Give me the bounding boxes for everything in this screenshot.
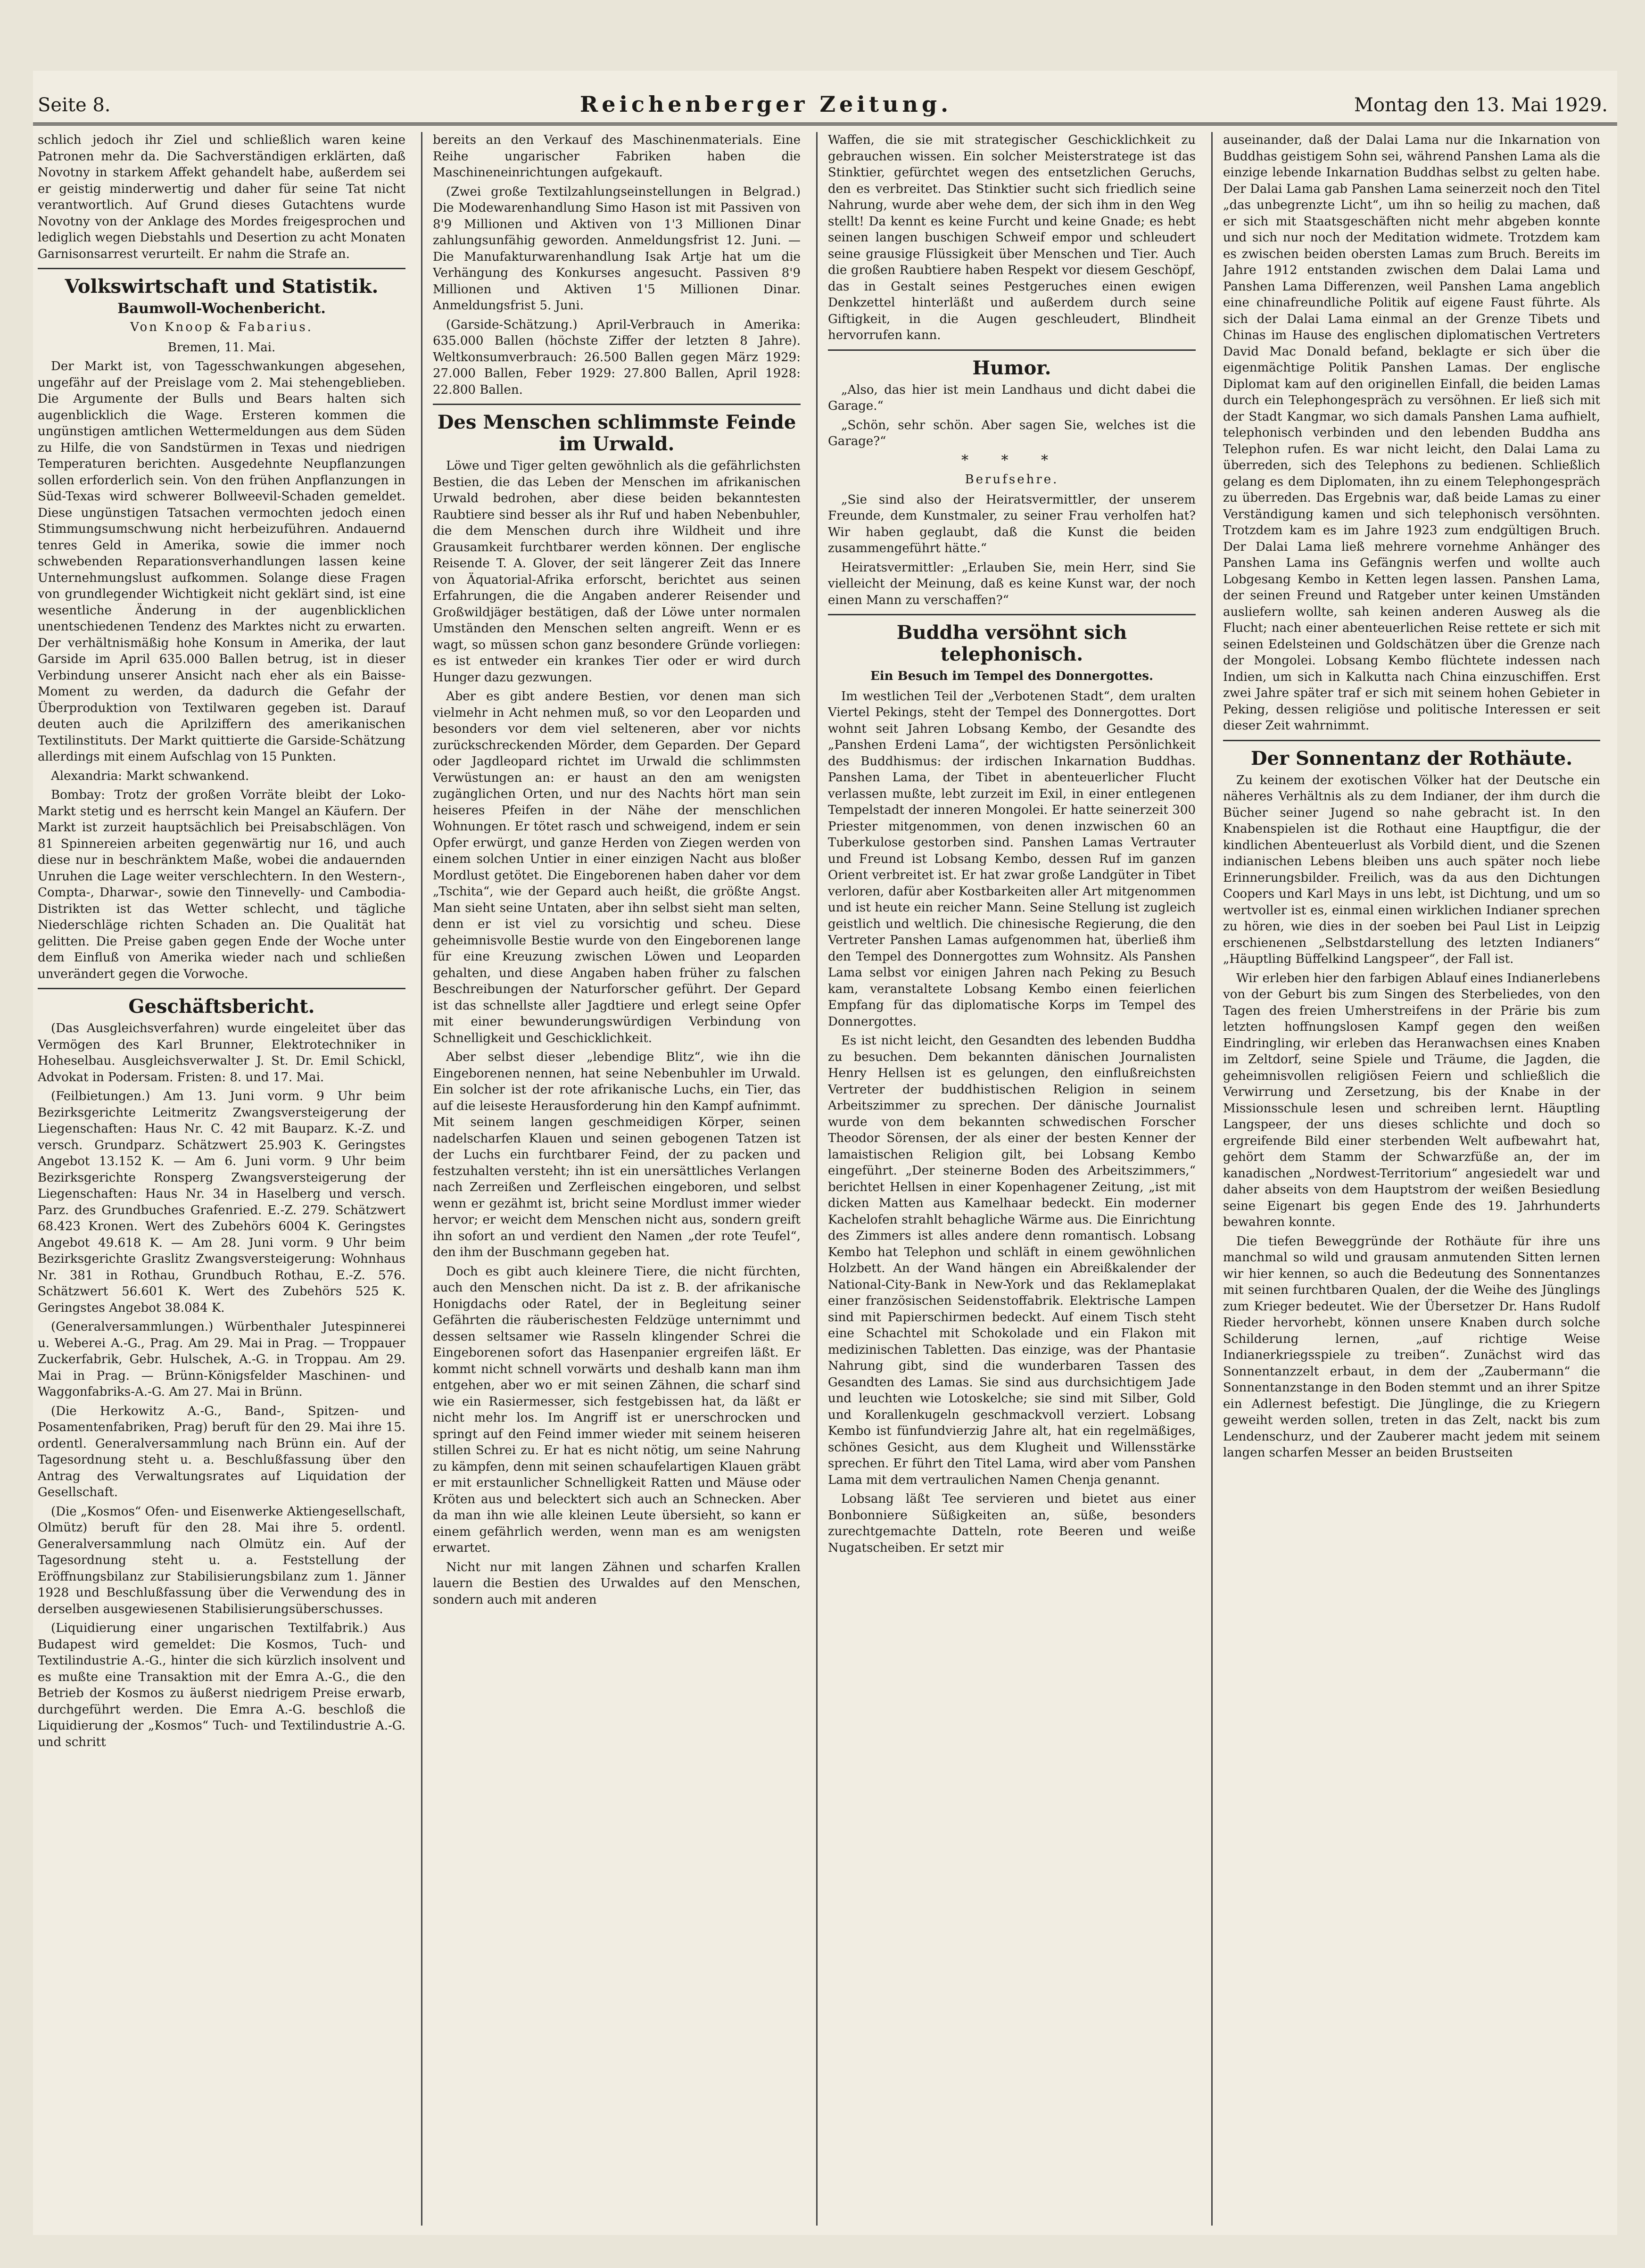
paragraph: (Liquidierung einer ungarischen Textilfabrik.) Aus Budapest wird gemeldet: Die Kosmos, Tuch- und Textilindustrie A.-G., hinter die sich kürzlich insolvent und es mußte eine Transaktion mit der Emra A.-G., die den Betrieb der Kosmos zu äußerst niedrigem Preise erwarb, durchgeführt werden. Die Emra A.-G. beschloß die Liquidierung der „Kosmos“ Tuch- und Textilindustrie A.-G. und schritt xyxy=(38,1621,405,1749)
column-1 xyxy=(38,132,405,2226)
paragraph: „Schön, sehr schön. Aber sagen Sie, welches ist die Garage?“ xyxy=(828,418,1196,448)
paragraph: (Feilbietungen.) Am 13. Juni vorm. 9 Uhr beim Bezirksgerichte Leitmeritz Zwangsversteigerung der Liegenschaften: Haus Nr. C. 42 mit Bauparz. K.-Z. und versch. Grundparz. Schätzwert 25.903 K. Geringstes Angebot 13.152 K. — Am 6. Juni vorm. 9 Uhr beim Bezirksgerichte Ronsperg Zwangsversteigerung der Liegenschaften: Haus Nr. 34 in Haselberg und versch. Parz. des Grundbuches Grafenried. E.-Z. 279. Schätzwert 68.423 Kronen. Wert des Zubehörs 6004 K. Geringstes Angebot 49.618 K. — Am 28. Juni vorm. 9 Uhr beim Bezirksgerichte Graslitz Zwangsversteigerung: Wohnhaus Nr. 381 in Rothau, Grundbuch Rothau, E.-Z. 576. Schätzwert 56.601 K. Wert des Zubehörs 525 K. Geringstes Angebot 38.084 K. xyxy=(38,1089,405,1315)
section-divider xyxy=(828,349,1196,351)
article-title: Der Sonnentanz der Rothäute. xyxy=(1250,747,1573,770)
paragraph: Zu keinem der exotischen Völker hat der Deutsche ein näheres Verhältnis als zu dem Indianer, der ihm durch die Bücher seiner Jugend so nahe gebracht ist. In den Knabenspielen ist die Rothaut eine Hauptfigur, die der kindlichen Abenteuerlust als Vorbild dient, und die Szenen indianischen Lebens bleiben uns auch später noch liebe Erinnerungsbilder. Freilich, was da aus den Dichtungen Coopers und Karl Mays in uns lebt, ist Dichtung, und um so wertvoller ist es, einmal einen wirklichen Indianer sprechen zu hören, wie dies in der soeben bei Paul List in Leipzig erschienenen „Selbstdarstellung des letzten Indianers“ „Häuptling Büffelkind Langspeer“, der Fall ist. xyxy=(1223,773,1600,966)
paragraph: Im westlichen Teil der „Verbotenen Stadt“, dem uralten Viertel Pekings, steht der Tempel des Donnergottes. Dort wohnt seit Jahren Lobsang Kembo, der Gesandte des „Panshen Erdeni Lama“, der wichtigsten Persönlichkeit des Buddhismus: der irdischen Inkarnation Buddhas. Panshen Lama, der Tibet in abenteuerlicher Flucht verlassen mußte, lebt zurzeit im Exil, in einer entlegenen Tempelstadt der inneren Mongolei. Er hatte seinerzeit 300 Priester mitgenommen, von denen inzwischen 60 an Tuberkulose gestorben sind. Panshen Lamas Vertrauter und Freund ist Lobsang Kembo, dessen Ruf im ganzen Orient verbreitet ist. Er hat zwar große Landgüter in Tibet verloren, dafür aber Kostbarkeiten aller Art mitgenommen und ist heute ein reicher Mann. Seine Stellung ist zugleich geistlich und weltlich. Die chinesische Regierung, die den Vertreter Panshen Lamas aufgenommen hat, überließ ihm den Tempel des Donnergottes zum Wohnsitz. Als Panshen Lama selbst vor einigen Jahren nach Peking zu Besuch kam, veranstaltete Lobsang Kembo einen feierlichen Empfang für das diplomatische Korps im Tempel des Donnergottes. xyxy=(828,689,1196,1029)
paragraph: Der Markt ist, von Tagesschwankungen abgesehen, ungefähr auf der Preislage vom 2. Mai stehengeblieben. Die Argumente der Bulls und Bears halten sich augenblicklich die Wage. Ersteren kommen die ungünstigen amtlichen Wettermeldungen aus dem Süden zu Hilfe, die von Sandstürmen in Texas und niedrigen Temperaturen berichten. Ausgedehnte Neupflanzungen sollen erforderlich sein. Von den frühen Anpflanzungen in Süd-Texas wird schwerer Bollweevil-Schaden gemeldet. Diese ungünstigen Tatsachen vermochten jedoch einen Stimmungsumschwung nicht herbeizuführen. Andauernd tenres Geld in Amerika, sowie die immer noch schwebenden Reparationsverhandlungen lassen keine Unternehmungslust aufkommen. Solange diese Fragen von grundlegender Wichtigkeit nicht geklärt sind, ist eine wesentliche Änderung in der augenblicklichen unentschiedenen Tendenz des Marktes nicht zu erwarten. Der verhältnismäßig hohe Konsum in Amerika, der laut Garside im April 635.000 Ballen betrug, ist in dieser Verbindung unserer Ansicht nach eher als ein Baisse-Moment zu werden, da dadurch die Gefahr der Überproduktion von Textilwaren gegeben ist. Darauf deuten auch die Aprilziffern des amerikanischen Textilinstituts. Der Markt quittierte die Garside-Schätzung allerdings mit einem Aufschlag von 15 Punkten. xyxy=(38,359,405,764)
byline: Von Knoop & Fabarius. xyxy=(130,320,313,334)
paragraph: Aber selbst dieser „lebendige Blitz“, wie ihn die Eingeborenen nennen, hat seine Nebenbuhler im Urwald. Ein solcher ist der rote afrikanische Luchs, ein Tier, das auf die leiseste Herausforderung hin den Kampf aufnimmt. Mit seinem langen geschmeidigen Körper, seinen nadelscharfen Klauen und seinen gebogenen Tatzen ist der Luchs ein furchtbarer Feind, der zu packen und festzuhalten versteht; ihn ist ein unersättliches Verlangen nach Zerreißen und Zerfleischen eingeboren, und selbst wenn er gezähmt ist, bricht seine Mordlust immer wieder hervor; er weicht dem Menschen nicht aus, sondern greift ihn sofort an und verdient den Namen „der rote Teufel“, den ihm der Buschmann gegeben hat. xyxy=(433,1050,801,1259)
dateline: Bremen, 11. Mai. xyxy=(167,340,276,355)
paragraph: Alexandria: Markt schwankend. xyxy=(51,769,249,783)
newspaper-page xyxy=(33,71,1617,2235)
paragraph: (Zwei große Textilzahlungseinstellungen in Belgrad.) Die Modewarenhandlung Simo Hason ist mit Passiven von 8'9 Millionen und Aktiven von 1'3 Millionen Dinar zahlungsunfähig geworden. Anmeldungsfrist 12. Juni. — Die Manufakturwarenhandlung Isak Artje hat um die Verhängung des Konkurses angesucht. Passiven 8'9 Millionen und Aktiven 1'5 Millionen Dinar. Anmeldungsfrist 5. Juni. xyxy=(433,184,801,313)
article-title: Des Menschen schlimmste Feinde im Urwald. xyxy=(437,411,796,455)
newspaper-title: Reichenberger Zeitung. xyxy=(580,91,952,117)
column-rule xyxy=(1211,132,1213,2226)
paragraph: Die tiefen Beweggründe der Rothäute für ihre uns manchmal so wild und grausam anmutenden Sitten lernen wir hier kennen, so auch die Bedeutung des Sonnentanzes mit seinen furchtbaren Qualen, der die Weihe des Jünglings zum Krieger bedeutet. Wie der Übersetzer Dr. Hans Rudolf Rieder hervorhebt, können unsere Knaben durch solche Schilderung lernen, „auf richtige Weise Indianerkriegsspiele zu treiben“. Zunächst wird das Sonnentanzzelt erbaut, in dem der „Zaubermann“ die Sonnentanzstange in den Boden stemmt und an ihrer Spitze ein Adlernest befestigt. Die Jünglinge, die zu Kriegern geweiht werden sollen, treten in das Zelt, nackt bis zum Lendenschurz, und der Zauberer macht jedem mit seinem langen scharfen Messer an beiden Brustseiten xyxy=(1223,1234,1600,1460)
paragraph: Heiratsvermittler: „Erlauben Sie, mein Herr, sind Sie vielleicht der Meinung, daß es keine Kunst war, der noch einen Mann zu verschaffen?“ xyxy=(828,560,1196,607)
column-4 xyxy=(1223,132,1600,2226)
article-title: Humor. xyxy=(972,356,1051,379)
section-heading: Volkswirtschaft und Statistik. xyxy=(65,275,379,298)
paragraph: auseinander, daß der Dalai Lama nur die Inkarnation von Buddhas geistigem Sohn sei, während Panshen Lama als die einzige lebende Inkarnation Buddhas selbst zu gelten habe. Der Dalai Lama gab Panshen Lama seinerzeit noch den Titel „das unbegrenzte Licht“, um ihn so heilig zu machen, daß er sich mit Staatsgeschäften nicht mehr abgeben konnte und sich nur noch der Meditation widmete. Trotzdem kam es zwischen beiden obersten Lamas zum Bruch. Bereits im Jahre 1912 entstanden zwischen dem Dalai Lama und Panshen Lama Differenzen, weil Panshen Lama angeblich eine chinafreundliche Politik auf eigene Faust führte. Als sich der Dalai Lama einmal an der Grenze Tibets und Chinas im Hause des englischen diplomatischen Vertreters David Mac Donald befand, beklagte er sich über die eigenmächtige Politik Panshen Lamas. Der englische Diplomat kam auf den originellen Einfall, die beiden Lamas durch ein Telephongespräch zu versöhnen. Er ließ sich mit der Stadt Kangmar, wo sich damals Panshen Lama aufhielt, telephonisch verbinden und den lebenden Buddha ans Telephon rufen. Es war nicht leicht, den Dalai Lama zu überreden, sich des Telephons zu bedienen. Schließlich gelang es dem Diplomaten, ihn zu einem Telephongespräch zu überreden. Das Ergebnis war, daß beide Lamas zu einer Verständigung kamen und sich telephonisch versöhnten. Trotzdem kam es im Jahre 1923 zum endgültigen Bruch. Der Dalai Lama ließ mehrere vornehme Anhänger des Panshen Lama ins Gefängnis werfen und wollte auch Lobgesang Kembo in Ketten legen lassen. Panshen Lama, der seinen Freund und Ratgeber unter keinen Umständen ausliefern wollte, sah keinen anderen Ausweg als die Flucht; nach einer abenteuerlichen Reise rettete er sich mit seinen Edelsteinen und Goldschätzen über die Grenze nach der Mongolei. Lobsang Kembo flüchtete indessen nach Indien, um sich in Kalkutta nach China einzuschiffen. Erst zwei Jahre später traf er sich mit seinem hohen Gebieter in Peking, dessen religiöse und politische Interessen er seit dieser Zeit wahrnimmt. xyxy=(1223,133,1600,733)
issue-date: Montag den 13. Mai 1929. xyxy=(1354,94,1608,116)
paragraph: Nicht nur mit langen Zähnen und scharfen Krallen lauern die Bestien des Urwaldes auf den Menschen, sondern auch mit anderen xyxy=(433,1560,801,1607)
paragraph: (Die „Kosmos“ Ofen- und Eisenwerke Aktiengesellschaft, Olmütz) beruft für den 28. Mai ihre 5. ordentl. Generalversammlung nach Olmütz ein. Auf der Tagesordnung steht u. a. Feststellung der Eröffnungsbilanz zur Stabilisierungsbilanz zum 1. Jänner 1928 und Beschlußfassung über die Verwendung des in derselben ausgewiesenen Stabilisierungsüberschusses. xyxy=(38,1504,405,1616)
section-divider xyxy=(1223,740,1600,741)
paragraph: „Also, das hier ist mein Landhaus und dicht dabei die Garage.“ xyxy=(828,382,1196,413)
column-3 xyxy=(828,132,1196,2226)
paragraph: Löwe und Tiger gelten gewöhnlich als die gefährlichsten Bestien, die das Leben der Menschen im afrikanischen Urwald bedrohen, aber diese beiden bekanntesten Raubtiere sind besser als ihr Ruf und haben Nebenbuhler, die dem Menschen durch ihre Wildheit und ihre Grausamkeit furchtbarer werden können. Der englische Reisende T. A. Glover, der seit längerer Zeit das Innere von Äquatorial-Afrika erforscht, berichtet aus seinen Erfahrungen, die die Angaben anderer Reisender und Großwildjäger bestätigen, daß der Löwe unter normalen Umständen den Menschen selten angreift. Wenn er es wagt, so müssen schon ganz besondere Gründe vorliegen: es ist entweder ein krankes Tier oder er wird durch Hunger dazu gezwungen. xyxy=(433,459,801,685)
paragraph: (Das Ausgleichsverfahren) wurde eingeleitet über das Vermögen des Karl Brunner, Elektrotechniker in Hoheselbau. Ausgleichsverwalter J. St. Dr. Emil Schickl, Advokat in Podersam. Fristen: 8. und 17. Mai. xyxy=(38,1021,405,1084)
page-number: Seite 8. xyxy=(38,94,111,116)
paragraph: Bombay: Trotz der großen Vorräte bleibt der Loko-Markt stetig und es herrscht kein Mangel an Käufern. Der Markt ist zurzeit hauptsächlich bei Preisabschlägen. Von 81 Spinnereien arbeiten gegenwärtig nur 16, und auch diese nur in beschränktem Maße, wobei die andauernden Unruhen die Lage weiter verschlechtern. In den Western-, Compta-, Dharwar-, sowie den Tinnevelly- und Cambodia-Distrikten ist das Wetter schlecht, und tägliche Niederschläge richten Schaden an. Die Qualität hat gelitten. Die Preise gaben gegen Ende der Woche unter dem Einfluß von Amerika wieder nach und schließen unverändert gegen die Vorwoche. xyxy=(38,788,405,981)
article-continuation: schlich jedoch ihr Ziel und schließlich waren keine Patronen mehr da. Die Sachverständigen erklärten, daß Novotny in starkem Affekt gehandelt habe, außerdem sei er geistig minderwertig und daher für seine Tat nicht verantwortlich. Auf Grund dieses Gutachtens wurde Novotny von der Anklage des Mordes freigesprochen und lediglich wegen Diebstahls und Desertion zu acht Monaten Garnisonsarrest verurteilt. Er nahm die Strafe an. xyxy=(38,133,405,261)
paragraph: Waffen, die sie mit strategischer Geschicklichkeit zu gebrauchen wissen. Ein solcher Meisterstratege ist das Stinktier, gefürchtet wegen des entsetzlichen Geruchs, den es verbreitet. Das Stinktier sucht sich friedlich seine Nahrung, wurde aber wehe dem, der sich ihm in den Weg stellt! Da kennt es keine Furcht und keine Gnade; es hebt seinen langen buschigen Schweif empor und schleudert seine grausige Flüssigkeit über Menschen und Tier. Auch die großen Raubtiere haben Respekt vor diesem Geschöpf, das in Gestalt seines Pestgeruches einen ewigen Denkzettel hinterläßt und außerdem durch seine Giftigkeit, in die Augen geschleudert, Blindheit hervorrufen kann. xyxy=(828,133,1196,342)
article-title: Baumwoll-Wochenbericht. xyxy=(117,300,326,317)
section-heading: Geschäftsbericht. xyxy=(128,995,315,1018)
paragraph: Lobsang läßt Tee servieren und bietet aus einer Bonbonniere Süßigkeiten an, süße, besonders zurechtgemachte Datteln, rote Beeren und weiße Nugatscheiben. Er setzt mir xyxy=(828,1492,1196,1555)
masthead xyxy=(33,80,1617,125)
subheading: Berufsehre. xyxy=(965,472,1059,487)
paragraph: Es ist nicht leicht, den Gesandten des lebenden Buddha zu besuchen. Dem bekannten dänischen Journalisten Henry Hellsen ist es gelungen, den einflußreichsten Vertreter der buddhistischen Religion in seinem Arbeitszimmer zu sprechen. Der dänische Journalist wurde von dem bekannten schwedischen Forscher Theodor Sörensen, der als einer der besten Kenner der lamaistischen Religion gilt, bei Lobsang Kembo eingeführt. „Der steinerne Boden des Arbeitszimmers,“ berichtet Hellsen in einer Kopenhagener Zeitung, „ist mit dicken Matten aus Kamelhaar bedeckt. Ein moderner Kachelofen strahlt behagliche Wärme aus. Die Einrichtung des Zimmers ist alles andere denn romantisch. Lobsang Kembo hat Telephon und schläft in einem gewöhnlichen Holzbett. An der Wand hängen ein Abreißkalender der National-City-Bank in New-York und das Reklameplakat einer französischen Seidenstoffabrik. Elektrische Lampen sind mit Papierschirmen bedeckt. Auf einem Tisch steht eine Schachtel mit Schokolade und ein Flakon mit medizinischen Tabletten. Das einzige, was der Phantasie Nahrung gibt, sind die wunderbaren Tassen des Gesandten des Lamas. Sie sind aus durchsichtigem Jade und leuchten wie Lotoskelche; sie sind mit Silber, Gold und Korallenkugeln geschmackvoll verziert. Lobsang Kembo ist fünfundvierzig Jahre alt, hat ein regelmäßiges, schönes Gesicht, aus dem Klugheit und Willensstärke sprechen. Er führt den Titel Lama, wird aber vom Panshen Lama mit dem vertraulichen Namen Chenja genannt. xyxy=(828,1034,1196,1487)
paragraph: „Sie sind also der Heiratsvermittler, der unserem Freunde, dem Kunstmaler, zu seiner Frau verholfen hat? Wir haben geglaubt, daß die Kunst die beiden zusammengeführt hätte.“ xyxy=(828,492,1196,555)
section-divider xyxy=(828,614,1196,615)
paragraph: Doch es gibt auch kleinere Tiere, die nicht fürchten, auch den Menschen nicht. Da ist z. B. der afrikanische Honigdachs oder Ratel, der in Begleitung seiner Gefährten die räuberischesten Feldzüge unternimmt und dessen seltsamer wie Rasseln klingender Schrei die Eingeborenen sofort das Hasenpanier ergreifen läßt. Er kommt nicht schnell vorwärts und deshalb kann man ihm entgehen, aber wo er mit seinen Zähnen, die scharf sind wie ein Rasiermesser, sich festgebissen hat, da läßt er nicht mehr los. Im Angriff ist er unerschrocken und springt auf den Feind immer wieder mit seinem heiseren stillen Schrei zu. Er hat es nicht nötig, um seine Nahrung zu kämpfen, denn mit seinen schaufelartigen Klauen gräbt er mit erstaunlicher Schnelligkeit Ratten und Mäuse oder Kröten aus und belecktert sich auch an Schnecken. Aber da man ihn wie alle kleinen Leute übersieht, so kann er einem gefährlich werden, wenn man es am wenigsten erwartet. xyxy=(433,1264,801,1555)
paragraph: (Garside-Schätzung.) April-Verbrauch in Amerika: 635.000 Ballen (höchste Ziffer der letzten 8 Jahre). Weltkonsumverbrauch: 26.500 Ballen gegen März 1929: 27.000 Ballen, Feber 1929: 27.800 Ballen, April 1928: 22.800 Ballen. xyxy=(433,317,801,397)
column-2 xyxy=(433,132,801,2226)
column-rule xyxy=(816,132,818,2226)
section-divider xyxy=(433,404,801,405)
paragraph: Aber es gibt andere Bestien, vor denen man sich vielmehr in Acht nehmen muß, so vor den Leoparden und besonders vor dem viel selteneren, aber vor nichts zurückschreckenden Mörder, dem Geparden. Der Gepard oder Jagdleopard richtet im Urwald die schlimmsten Verwüstungen an: er haust an den am wenigsten zugänglichen Orten, und nur des Nachts hört man sein heiseres Pfeifen in der Nähe der menschlichen Wohnungen. Er tötet rasch und schweigend, indem er sein Opfer erwürgt, und ganze Herden von Ziegen werden von einem solchen Untier in einer einzigen Nacht aus bloßer Mordlust getötet. Die Eingeborenen haben daher vor dem „Tschita“, wie der Gepard auch heißt, die größte Angst. Man sieht seine Untaten, aber ihn selbst sieht man selten, denn er ist viel zu vorsichtig und scheu. Diese geheimnisvolle Bestie wurde von den Eingeborenen lange für eine Kreuzung zwischen Löwen und Leoparden gehalten, und diese Angaben haben früher zu falschen Beschreibungen der Naturforscher geführt. Der Gepard ist das schnellste aller Jagdtiere und erlegt seine Opfer mit einer bewunderungswürdigen Verbindung von Schnelligkeit und Geschicklichkeit. xyxy=(433,689,801,1045)
paragraph: (Generalversammlungen.) Würbenthaler Jutespinnerei u. Weberei A.-G., Prag. Am 29. Mai in Prag. — Troppauer Zuckerfabrik, Gebr. Hulschek, A.-G. in Troppau. Am 29. Mai in Prag. — Brünn-Königsfelder Maschinen- und Waggonfabriks-A.-G. Am 27. Mai in Brünn. xyxy=(38,1320,405,1399)
asterisk-divider: * * * xyxy=(961,452,1063,469)
article-title: Buddha versöhnt sich telephonisch. xyxy=(896,621,1127,665)
paragraph: bereits an den Verkauf des Maschinenmaterials. Eine Reihe ungarischer Fabriken haben die Maschineneinrichtungen aufgekauft. xyxy=(433,133,801,180)
section-divider xyxy=(38,268,405,269)
paragraph: Wir erleben hier den farbigen Ablauf eines Indianerlebens von der Geburt bis zum Singen des Sterbeliedes, von den Tagen des freien Umherstreifens in der Prärie bis zum letzten hoffnungslosen Kampf gegen den weißen Eindringling, wir erleben das Heranwachsen eines Knaben im Zeltdorf, seine Spiele und Träume, die Jagden, die geheimnisvollen religiösen Feiern und schließlich die Verwirrung und Zersetzung, bis der Knabe in der Missionsschule lesen und schreiben lernt. Häuptling Langspeer, der uns dieses schlichte und doch so ergreifende Bild einer sterbenden Welt aufbewahrt hat, gehört dem Stamm der Schwarzfüße an, der im kanadischen „Nordwest-Territorium“ angesiedelt war und daher abseits von dem Hauptstrom der weißen Besiedlung seine Eigenart bis gegen Ende des 19. Jahrhunderts bewahren konnte. xyxy=(1223,971,1600,1229)
column-rule xyxy=(421,132,422,2226)
subheading: Ein Besuch im Tempel des Donnergottes. xyxy=(870,669,1154,683)
paragraph: (Die Herkowitz A.-G., Band-, Spitzen- und Posamentenfabriken, Prag) beruft für den 29. Mai ihre 15. ordentl. Generalversammlung nach Brünn ein. Auf der Tagesordnung steht u. a. Beschlußfassung über den Antrag des Verwaltungsrates auf Liquidation der Gesellschaft. xyxy=(38,1404,405,1499)
section-divider xyxy=(38,988,405,989)
